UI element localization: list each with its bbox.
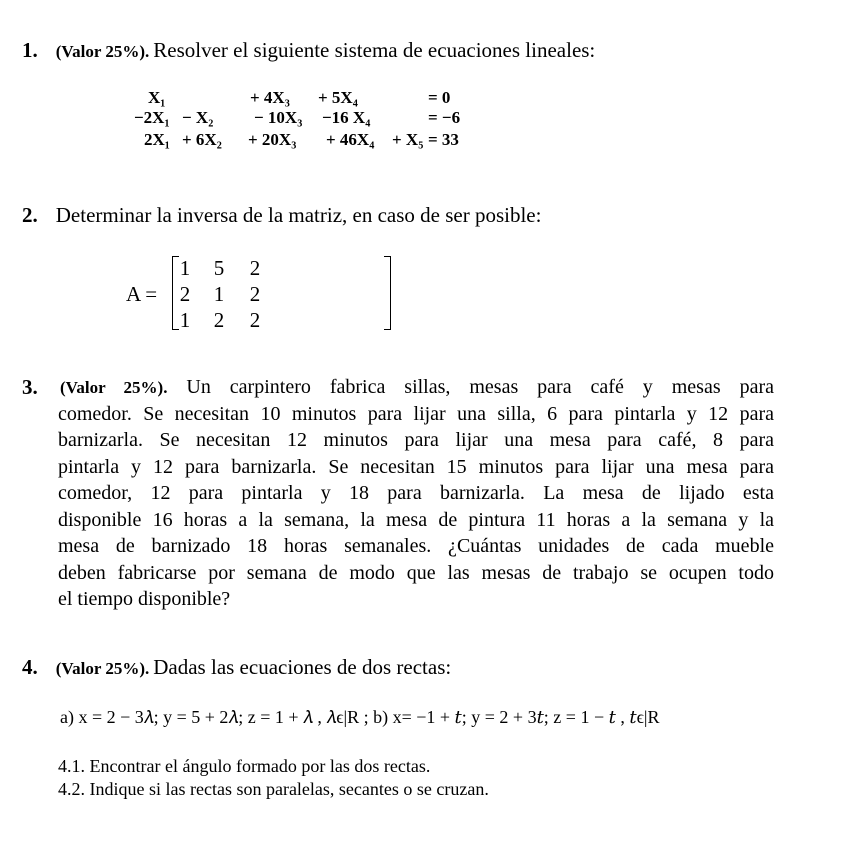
question-2-title: Determinar la inversa de la matriz, en caso de ser posible: [55, 203, 542, 227]
question-3-number: 3. [22, 375, 38, 399]
question-3-valor: (Valor 25%). [60, 378, 168, 397]
lines-equations: a) x = 2 − 3𝜆; y = 5 + 2𝜆; z = 1 + 𝜆 , 𝜆ϵ|R ; b) x= −1 + 𝑡; y = 2 + 3𝑡; z = 1 − 𝑡 , 𝑡ϵ|R [60, 707, 660, 727]
subquestion-4-1: 4.1. Encontrar el ángulo formado por las dos rectas. [58, 756, 431, 776]
matrix-label: A = [126, 282, 158, 306]
question-3-line: comedor, 12 para pintarla y 18 para barnizarla. La mesa de lijado esta [58, 482, 774, 504]
eq-r1-c6: = 0 [428, 88, 451, 107]
matrix-a [124, 253, 284, 331]
matrix-cell: 5 [213, 256, 225, 280]
eq-r1-c4: + 5X₄ [318, 88, 358, 107]
question-3-line: el tiempo disponible? [58, 588, 231, 610]
subquestion-4-2: 4.2. Indique si las rectas son paralelas, secantes o se cruzan. [58, 779, 489, 799]
eq-r3-c1: 2X₁ [144, 130, 170, 149]
eq-r2-c2: − X₂ [182, 108, 214, 127]
question-4-heading [22, 655, 451, 680]
matrix-cell: 1 [179, 256, 191, 280]
eq-r1-c3: + 4X₃ [250, 88, 290, 107]
eq-r3-c4: + 46X₄ [326, 130, 375, 149]
eq-r2-c3: − 10X₃ [254, 108, 303, 127]
question-1-heading [22, 38, 595, 63]
question-1-number: 1. [22, 38, 38, 62]
eq-r2-c4: −16 X₄ [322, 108, 371, 127]
matrix-cell: 2 [179, 282, 191, 306]
question-3-line: comedor. Se necesitan 10 minutos para lijar una silla, 6 para pintarla y 12 para [58, 402, 774, 425]
question-3-line: pintarla y 12 para barnizarla. Se necesitan 15 minutos para lijar una mesa para [58, 455, 774, 478]
question-2-number: 2. [22, 203, 38, 227]
matrix-cell: 2 [249, 308, 261, 332]
eq-r3-c6: = 33 [428, 130, 459, 149]
question-3-line: (Valor 25%). Un carpintero fabrica sillas, mesas para café y mesas para [60, 376, 774, 398]
matrix-cell: 2 [249, 256, 261, 280]
eq-r3-c3: + 20X₃ [248, 130, 297, 149]
eq-r3-c2: + 6X₂ [182, 130, 222, 149]
question-1-title: Resolver el siguiente sistema de ecuaciones lineales: [153, 38, 596, 62]
question-3-line: disponible 16 horas a la semana, la mesa de pintura 11 horas a la semana y la [58, 508, 774, 531]
equation-system [130, 88, 490, 152]
question-3-line: barnizarla. Se necesitan 12 minutos para lijar una mesa para café, 8 para [58, 429, 774, 451]
question-4-number: 4. [22, 655, 38, 679]
question-3-body [58, 374, 774, 613]
eq-r1-c1: X₁ [148, 88, 166, 107]
question-4-valor: (Valor 25%). [55, 659, 150, 678]
matrix-right-bracket [384, 256, 391, 330]
matrix-cell: 2 [249, 282, 261, 306]
question-3-line: deben fabricarse por semana de modo que las mesas de trabajo se ocupen todo [58, 561, 774, 584]
question-4-title: Dadas las ecuaciones de dos rectas: [153, 655, 452, 679]
question-1-valor: (Valor 25%). [55, 42, 150, 61]
matrix-cell: 1 [179, 308, 191, 332]
eq-r3-c5: + X₅ [392, 130, 424, 149]
eq-r2-c1: −2X₁ [134, 108, 170, 127]
question-3-line: mesa de barnizado 18 horas semanales. ¿Cuántas unidades de cada mueble [58, 535, 774, 557]
matrix-cell: 1 [213, 282, 225, 306]
eq-r2-c6: = −6 [428, 108, 461, 127]
question-2-heading [22, 203, 541, 228]
matrix-cell: 2 [213, 308, 225, 332]
